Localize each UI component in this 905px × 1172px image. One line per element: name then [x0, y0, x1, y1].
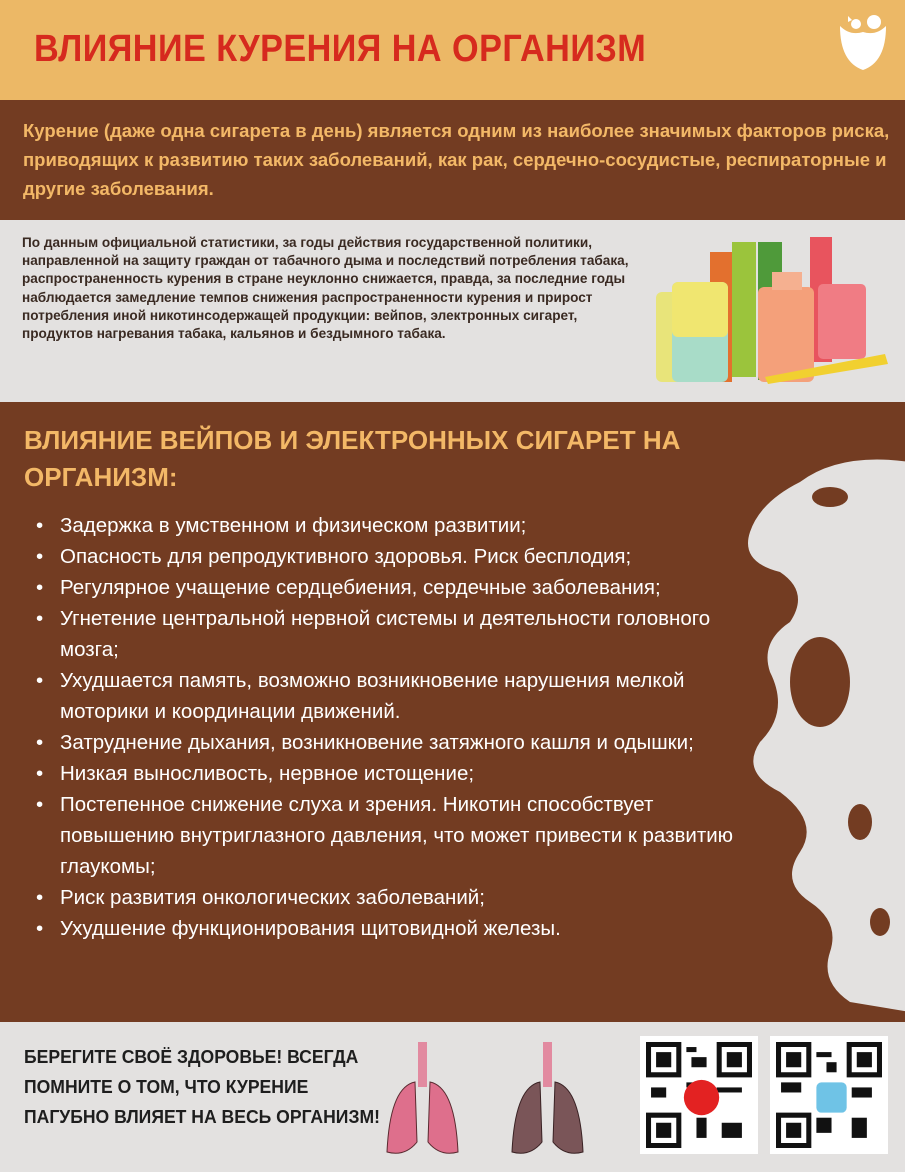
list-item: • Ухудшение функционирования щитовидной железы.	[34, 913, 734, 944]
list-item: • Риск развития онкологических заболеваний;	[34, 882, 734, 913]
footer	[0, 1022, 905, 1172]
effects-list	[34, 510, 734, 944]
vapes-image	[650, 232, 890, 387]
smoker-lungs-icon	[510, 1042, 585, 1157]
list-item: • Низкая выносливость, нервное истощение;	[34, 758, 734, 789]
header	[0, 0, 905, 100]
section-heading: ВЛИЯНИЕ ВЕЙПОВ И ЭЛЕКТРОННЫХ СИГАРЕТ НА ОРГАНИЗМ:	[24, 425, 681, 492]
smoke-blob-decoration	[720, 452, 905, 1012]
vapes-effects-section	[0, 402, 905, 1022]
logo-icon	[836, 12, 890, 72]
page-title: ВЛИЯНИЕ КУРЕНИЯ НА ОРГАНИЗМ	[34, 28, 647, 70]
list-item: • Угнетение центральной нервной системы и деятельности головного мозга;	[34, 603, 734, 665]
list-item: • Постепенное снижение слуха и зрения. Никотин способствует повышению внутриглазного давления, что может привести к развитию глаукомы;	[34, 789, 734, 882]
list-item: • Опасность для репродуктивного здоровья. Риск бесплодия;	[34, 541, 734, 572]
qr-code-2[interactable]	[770, 1036, 888, 1154]
intro-section	[0, 100, 905, 220]
list-item: • Затруднение дыхания, возникновение затяжного кашля и одышки;	[34, 727, 734, 758]
list-item: • Регулярное учащение сердцебиения, сердечные заболевания;	[34, 572, 734, 603]
healthy-lungs-icon	[385, 1042, 460, 1157]
qr-code-1[interactable]	[640, 1036, 758, 1154]
intro-text: Курение (даже одна сигарета в день) является одним из наиболее значимых факторов риска, приводящих к развитию таких заболеваний, как рак, сердечно-сосудистые, респираторные и другие заболевания.	[23, 120, 890, 199]
footer-text: БЕРЕГИТЕ СВОЁ ЗДОРОВЬЕ! ВСЕГДА ПОМНИТЕ О ТОМ, ЧТО КУРЕНИЕ ПАГУБНО ВЛИЯЕТ НА ВЕСЬ ОРГАНИЗМ!	[24, 1046, 380, 1127]
stats-text: По данным официальной статистики, за годы действия государственной политики, направленной на защиту граждан от табачного дыма и последствий потребления табака, распространенность курения в стране неуклонно снижается, правда, за последние годы наблюдается замедление темпов снижения распространенности курения и прирост потребления иной никотинсодержащей продукции: вейпов, электронных сигарет, продуктов нагревания табака, кальянов и бездымного табака.	[22, 235, 629, 342]
list-item: • Ухудшается память, возможно возникновение нарушения мелкой моторики и координации движений.	[34, 665, 734, 727]
list-item: • Задержка в умственном и физическом развитии;	[34, 510, 734, 541]
